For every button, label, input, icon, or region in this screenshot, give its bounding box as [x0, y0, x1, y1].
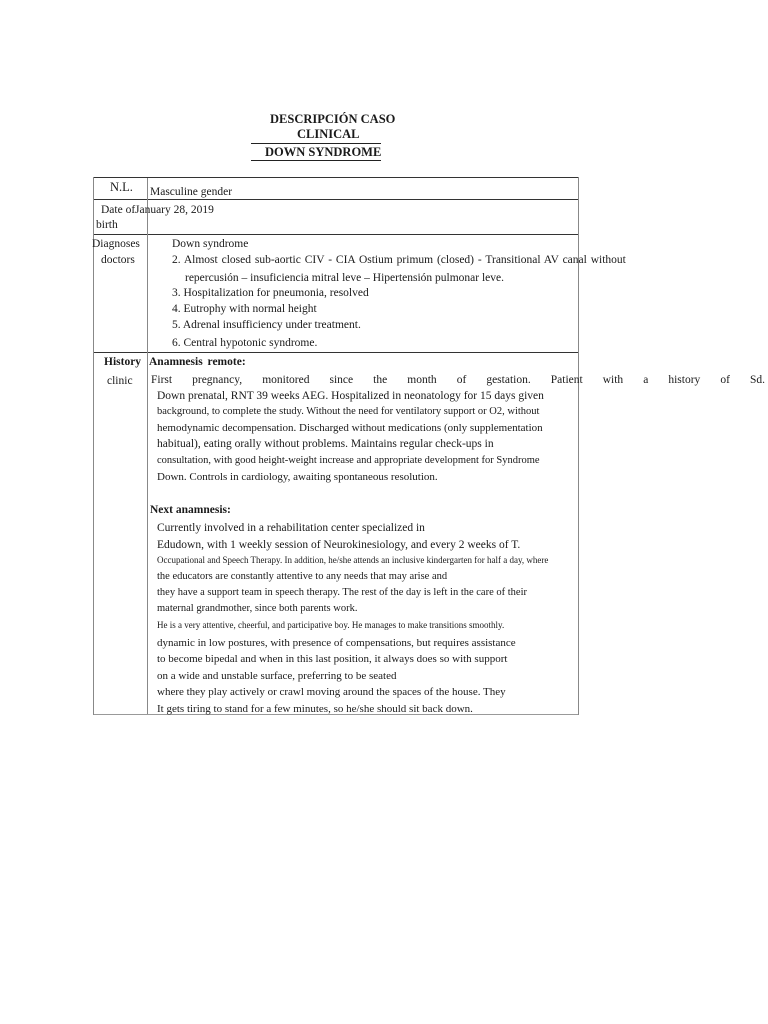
diagnosis-item-3: 3. Hospitalization for pneumonia, resolved	[172, 287, 369, 299]
table-border-left	[93, 177, 94, 715]
remote-line: Down. Controls in cardiology, awaiting spontaneous resolution.	[157, 471, 438, 483]
next-line: Currently involved in a rehabilitation center specialized in	[157, 522, 425, 534]
column-divider	[147, 178, 148, 714]
first-line-word: since	[329, 374, 354, 386]
row-divider-1	[93, 199, 579, 200]
dob-label-line1: Date of	[101, 204, 136, 216]
document-title-line1: DESCRIPCIÓN CASO	[270, 112, 396, 126]
next-anamnesis-heading: Next anamnesis:	[150, 504, 231, 516]
diagnosis-item-2: 2. Almost closed sub-aortic CIV - CIA Ostium primum (closed) - Transitional AV canal without	[172, 254, 626, 266]
dob-label-line2: birth	[96, 219, 118, 231]
history-label-line1: History	[104, 356, 142, 368]
first-line-word: gestation.	[486, 374, 531, 386]
next-line: on a wide and unstable surface, preferring to be seated	[157, 670, 397, 682]
first-line-word: a	[643, 374, 649, 386]
next-line: Edudown, with 1 weekly session of Neurokinesiology, and every 2 weeks of T.	[157, 539, 521, 551]
nl-label: N.L.	[110, 180, 133, 194]
history-label-line2: clinic	[107, 375, 133, 387]
diagnoses-label-line2: doctors	[101, 254, 135, 266]
document-title-line3: DOWN SYNDROME	[265, 145, 382, 159]
anamnesis-first-line	[151, 374, 765, 386]
remote-line: habitual), eating orally without problems. Maintains regular check-ups in	[157, 438, 494, 450]
next-line: He is a very attentive, cheerful, and participative boy. He manages to make transitions smoothly.	[157, 620, 505, 630]
diagnosis-item-2-cont: repercusión – insuficiencia mitral leve – Hipertensión pulmonar leve.	[185, 272, 505, 284]
first-line-word: of	[720, 374, 730, 386]
first-line-word: month	[407, 374, 437, 386]
next-line: maternal grandmother, since both parents work.	[157, 603, 358, 614]
row-divider-2	[93, 234, 579, 235]
diagnoses-label-line1: Diagnoses	[92, 238, 140, 250]
first-line-word: with	[602, 374, 624, 386]
first-line-word: of	[456, 374, 467, 386]
dob-value: January 28, 2019	[135, 204, 214, 216]
remote-line: consultation, with good height-weight increase and appropriate development for Syndrome	[157, 455, 540, 466]
diagnosis-item-1: Down syndrome	[172, 238, 249, 250]
remote-line: hemodynamic decompensation. Discharged without medications (only supplementation	[157, 422, 543, 434]
diagnosis-item-4: 4. Eutrophy with normal height	[172, 303, 317, 315]
table-border-top	[93, 177, 579, 178]
remote-line: Down prenatal, RNT 39 weeks AEG. Hospitalized in neonatology for 15 days given	[157, 390, 544, 402]
first-line-word: Sd.	[749, 374, 765, 386]
anamnesis-remote-heading: Anamnesis remote:	[149, 356, 246, 368]
first-line-word: Patient	[550, 374, 583, 386]
diagnosis-item-6: 6. Central hypotonic syndrome.	[172, 337, 318, 349]
next-line: dynamic in low postures, with presence of compensations, but requires assistance	[157, 637, 516, 649]
diagnosis-item-5: 5. Adrenal insufficiency under treatment.	[172, 319, 361, 331]
title-rule-top	[251, 143, 381, 144]
first-line-word: pregnancy,	[192, 374, 243, 386]
first-line-word: First	[151, 374, 173, 386]
remote-line: background, to complete the study. Without the need for ventilatory support or O2, without	[157, 406, 540, 417]
first-line-word: history	[668, 374, 701, 386]
first-line-word: monitored	[262, 374, 310, 386]
title-rule-bottom	[251, 160, 381, 161]
next-line: to become bipedal and when in this last position, it always does so with support	[157, 653, 508, 665]
gender-value: Masculine gender	[150, 186, 233, 198]
next-line: the educators are constantly attentive to any needs that may arise and	[157, 571, 448, 582]
document-title-line2: CLINICAL	[297, 127, 360, 141]
next-line: It gets tiring to stand for a few minutes, so he/she should sit back down.	[157, 703, 473, 715]
row-divider-3	[93, 352, 579, 353]
first-line-word: the	[373, 374, 388, 386]
next-line: where they play actively or crawl moving around the spaces of the house. They	[157, 686, 506, 698]
next-line: they have a support team in speech therapy. The rest of the day is left in the care of their	[157, 587, 527, 598]
next-line: Occupational and Speech Therapy. In addition, he/she attends an inclusive kindergarten for half a day, where	[157, 555, 549, 565]
